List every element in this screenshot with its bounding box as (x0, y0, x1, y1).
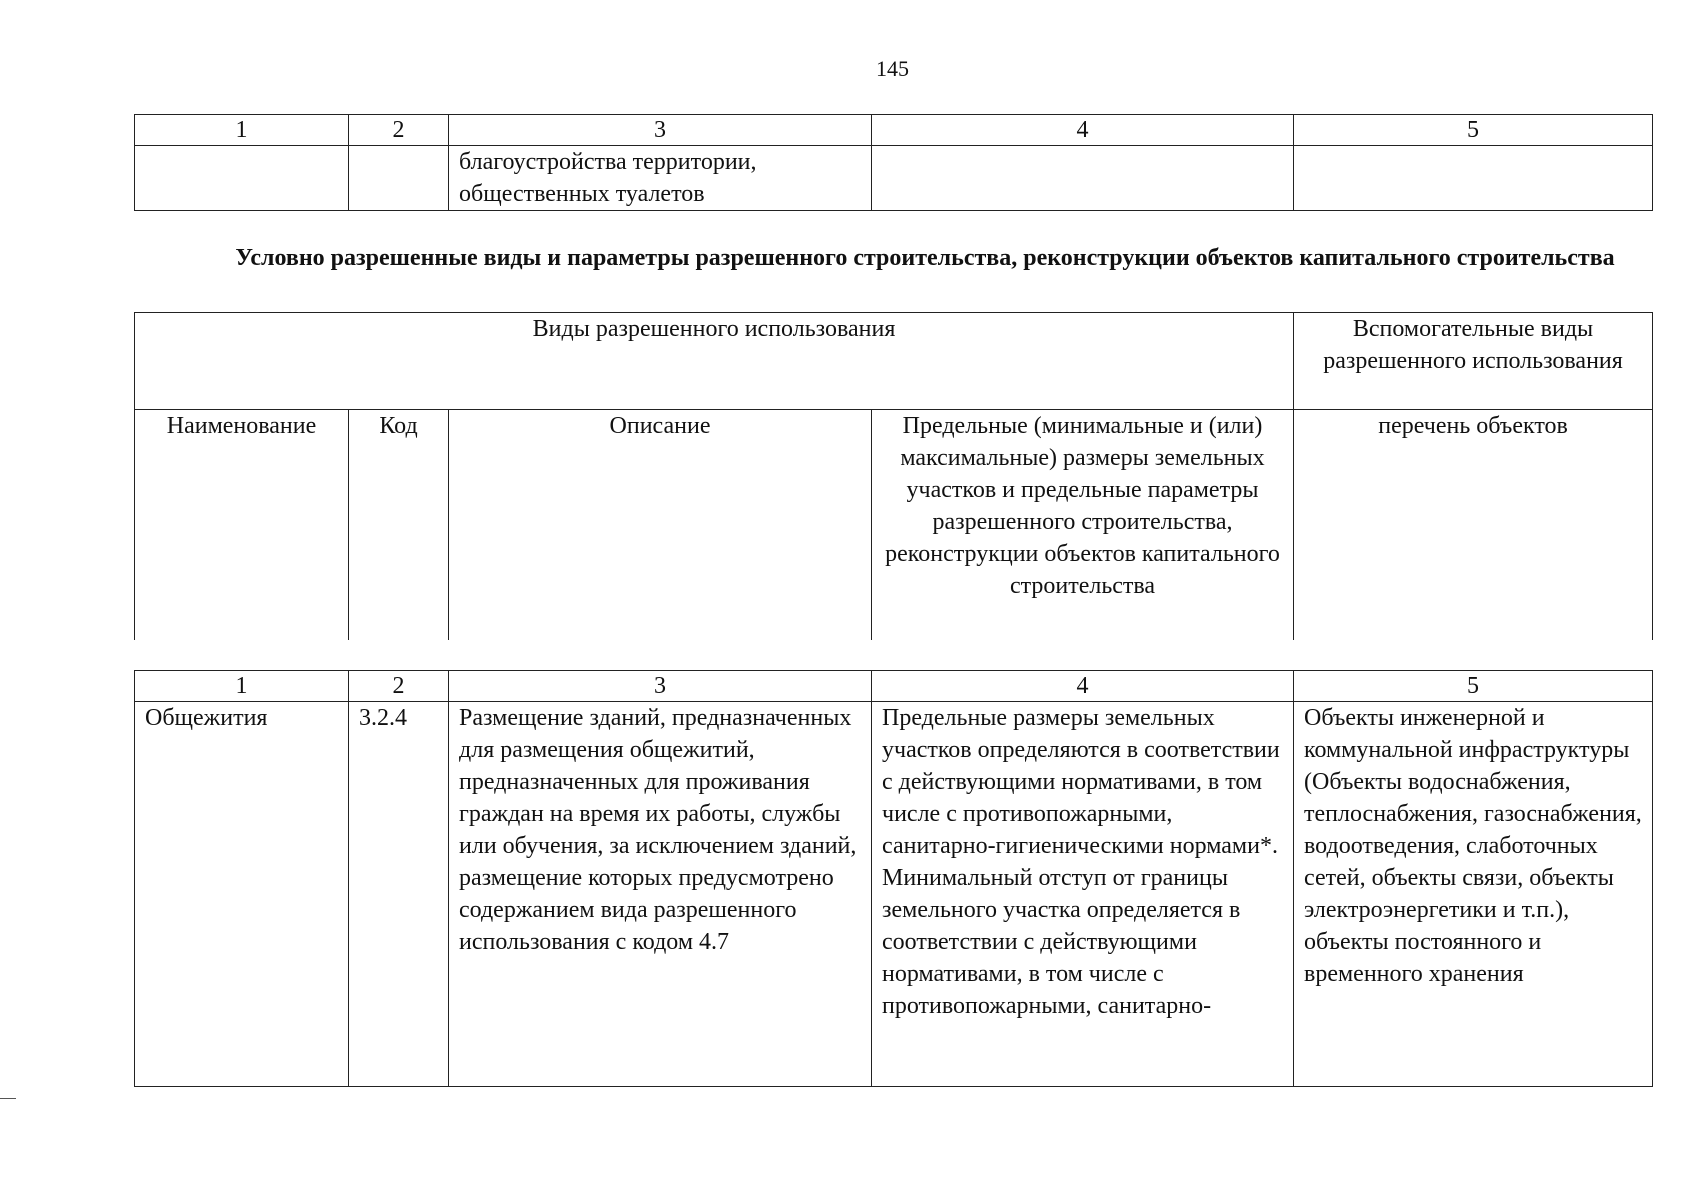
column-number-4: 4 (872, 671, 1294, 702)
column-number-row (135, 115, 1653, 146)
row-code: 3.2.4 (349, 702, 449, 1087)
header-table (134, 312, 1653, 640)
row-aux: Объекты инженерной и коммунальной инфраструктуры (Объекты водоснабжения, теплоснабжения, газоснабжения, водоотведения, слаботочных сетей, объекты связи, объекты электроэнергетики и т.п.), объекты постоянного и временного хранения (1294, 702, 1653, 1087)
empty-cell (349, 146, 449, 211)
data-table (134, 670, 1653, 1087)
column-number-5: 5 (1294, 115, 1653, 146)
table-row (135, 146, 1653, 211)
margin-mark (0, 1098, 16, 1099)
column-number-row (135, 671, 1653, 702)
col-header-aux: перечень объектов (1294, 410, 1653, 641)
row-name: Общежития (135, 702, 349, 1087)
col-header-code: Код (349, 410, 449, 641)
column-number-1: 1 (135, 115, 349, 146)
column-number-1: 1 (135, 671, 349, 702)
empty-cell (872, 146, 1294, 211)
col-header-description: Описание (449, 410, 872, 641)
aux-group-header: Вспомогательные виды разрешенного использования (1294, 313, 1653, 410)
column-number-2: 2 (349, 671, 449, 702)
table-row (135, 702, 1653, 1087)
column-header-row (135, 410, 1653, 641)
col-header-name: Наименование (135, 410, 349, 641)
empty-cell (1294, 146, 1653, 211)
section-title: Условно разрешенные виды и параметры разрешенного строительства, реконструкции объектов капитального строительства (235, 245, 1615, 271)
group-header-row (135, 313, 1653, 410)
empty-cell (135, 146, 349, 211)
row-limits: Предельные размеры земельных участков определяются в соответствии с действующими нормативами, в том числе с противопожарными, санитарно-гигиеническими нормами*. Минимальный отступ от границы земельного участка определяется в соответствии с действующими нормативами, в том числе с противопожарными, санитарно- (872, 702, 1294, 1087)
continuation-description: благоустройства территории, общественных туалетов (449, 146, 872, 211)
continuation-table (134, 114, 1653, 211)
main-group-header: Виды разрешенного использования (135, 313, 1294, 410)
row-description: Размещение зданий, предназначенных для размещения общежитий, предназначенных для проживания граждан на время их работы, службы или обучения, за исключением зданий, размещение которых предусмотрено содержанием вида разрешенного использования с кодом 4.7 (449, 702, 872, 1087)
column-number-2: 2 (349, 115, 449, 146)
page-number: 145 (876, 56, 909, 81)
column-number-4: 4 (872, 115, 1294, 146)
column-number-3: 3 (449, 671, 872, 702)
column-number-3: 3 (449, 115, 872, 146)
col-header-limits: Предельные (минимальные и (или) максимальные) размеры земельных участков и предельные параметры разрешенного строительства, реконструкции объектов капитального строительства (872, 410, 1294, 641)
column-number-5: 5 (1294, 671, 1653, 702)
